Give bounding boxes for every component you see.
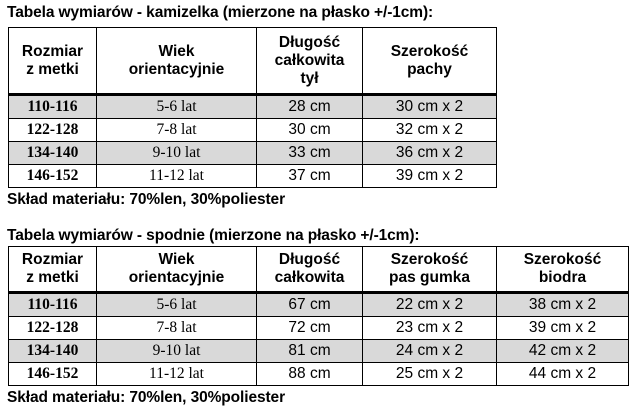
- vest-header-row: [9, 28, 497, 95]
- age-cell: 11-12 lat: [97, 363, 257, 386]
- size-cell: 122-128: [9, 317, 97, 340]
- header-size: Rozmiar z metki: [9, 247, 97, 293]
- age-cell: 7-8 lat: [97, 119, 257, 142]
- length-cell: 88 cm: [257, 363, 363, 386]
- size-cell: 134-140: [9, 340, 97, 363]
- waist-cell: 24 cm x 2: [363, 340, 497, 363]
- size-cell: 110-116: [9, 95, 97, 119]
- header-length: Długość całkowita tył: [257, 28, 363, 95]
- table-row: [9, 363, 629, 386]
- length-cell: 37 cm: [257, 165, 363, 188]
- age-cell: 9-10 lat: [97, 340, 257, 363]
- waist-cell: 23 cm x 2: [363, 317, 497, 340]
- vest-size-table: [8, 27, 497, 188]
- table-row: [9, 142, 497, 165]
- age-cell: 7-8 lat: [97, 317, 257, 340]
- waist-cell: 25 cm x 2: [363, 363, 497, 386]
- waist-cell: 22 cm x 2: [363, 293, 497, 317]
- table-row: [9, 293, 629, 317]
- vest-table-title: Tabela wymiarów - kamizelka (mierzone na płasko +/-1cm):: [7, 4, 434, 21]
- pants-table-title: Tabela wymiarów - spodnie (mierzone na płasko +/-1cm):: [7, 227, 420, 244]
- length-cell: 28 cm: [257, 95, 363, 119]
- table-row: [9, 95, 497, 119]
- width-cell: 30 cm x 2: [363, 95, 497, 119]
- hip-cell: 42 cm x 2: [497, 340, 629, 363]
- size-cell: 146-152: [9, 363, 97, 386]
- age-cell: 11-12 lat: [97, 165, 257, 188]
- header-size: Rozmiar z metki: [9, 28, 97, 95]
- age-cell: 9-10 lat: [97, 142, 257, 165]
- header-chest-width: Szerokość pachy: [363, 28, 497, 95]
- length-cell: 81 cm: [257, 340, 363, 363]
- table-row: [9, 119, 497, 142]
- length-cell: 67 cm: [257, 293, 363, 317]
- hip-cell: 44 cm x 2: [497, 363, 629, 386]
- header-hip-width: Szerokość biodra: [497, 247, 629, 293]
- age-cell: 5-6 lat: [97, 95, 257, 119]
- size-cell: 146-152: [9, 165, 97, 188]
- table-row: [9, 340, 629, 363]
- header-length: Długość całkowita: [257, 247, 363, 293]
- vest-material-note: Skład materiału: 70%len, 30%poliester: [7, 191, 286, 208]
- header-age: Wiek orientacyjnie: [97, 247, 257, 293]
- table-row: [9, 165, 497, 188]
- size-cell: 134-140: [9, 142, 97, 165]
- hip-cell: 39 cm x 2: [497, 317, 629, 340]
- length-cell: 72 cm: [257, 317, 363, 340]
- age-cell: 5-6 lat: [97, 293, 257, 317]
- hip-cell: 38 cm x 2: [497, 293, 629, 317]
- pants-header-row: [9, 247, 629, 293]
- header-waist-width: Szerokość pas gumka: [363, 247, 497, 293]
- table-row: [9, 317, 629, 340]
- pants-material-note: Skład materiału: 70%len, 30%poliester: [7, 389, 286, 406]
- size-cell: 110-116: [9, 293, 97, 317]
- width-cell: 39 cm x 2: [363, 165, 497, 188]
- header-age: Wiek orientacyjnie: [97, 28, 257, 95]
- length-cell: 30 cm: [257, 119, 363, 142]
- length-cell: 33 cm: [257, 142, 363, 165]
- size-cell: 122-128: [9, 119, 97, 142]
- width-cell: 36 cm x 2: [363, 142, 497, 165]
- pants-size-table: [8, 246, 629, 386]
- width-cell: 32 cm x 2: [363, 119, 497, 142]
